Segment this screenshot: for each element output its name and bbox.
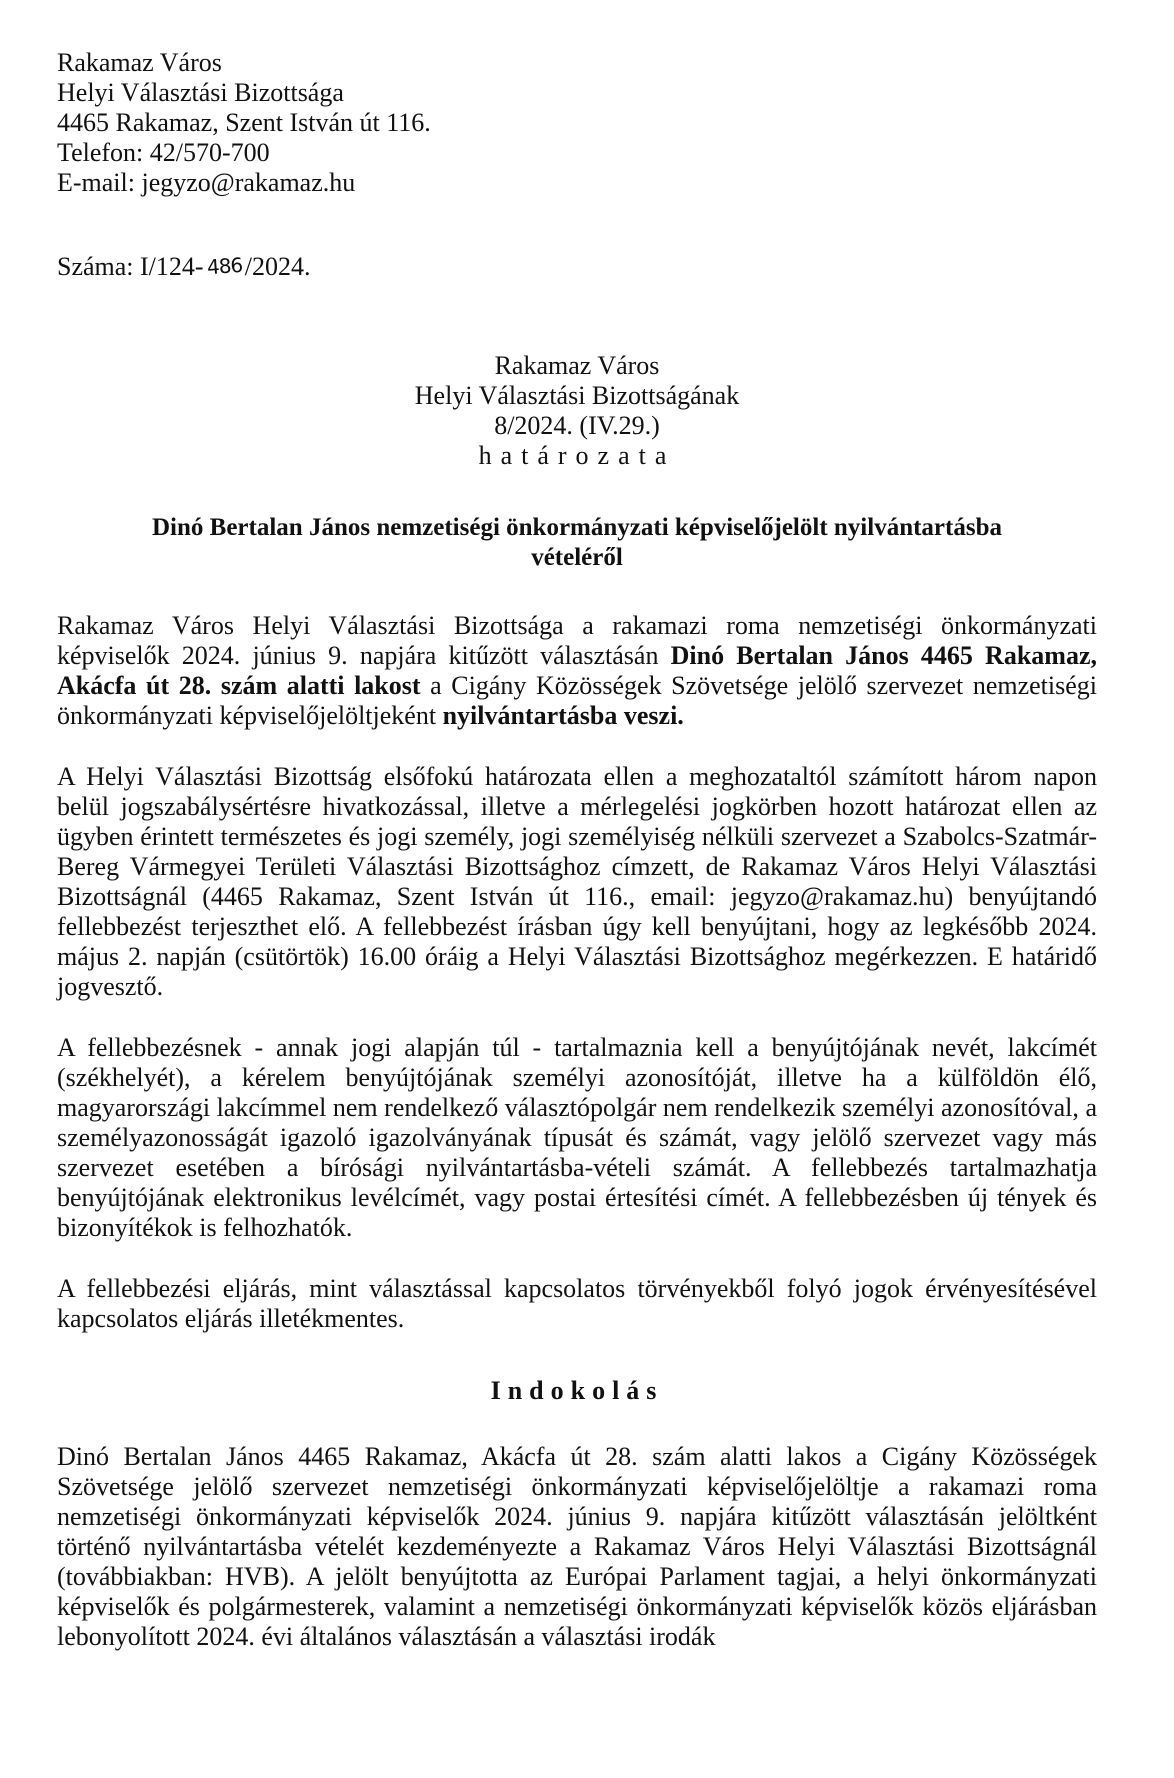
reasoning-paragraph: Dinó Bertalan János 4465 Rakamaz, Akácfa út 28. szám alatti lakos a Cigány Közösségek Szövetsége jelölő szervezet nemzetiségi önkormányzati képviselőjelöltje a rakamazi roma nemzetiségi önkormányzati képviselők 2024. június 9. napjára kitűzött választásán jelöltként történő nyilvántartásba vételét kezdeményezte a Rakamaz Város Helyi Választási Bizottságnál (továbbiakban: HVB). A jelölt benyújtotta az Európai Parlament tagjai, a helyi önkormányzati képviselők és polgármesterek, valamint a nemzetiségi önkormányzati képviselők közös eljárásban lebonyolított 2024. évi általános választásán a választási irodák [57, 1442, 1097, 1651]
issuer-header [57, 48, 1097, 198]
decision-subject [57, 513, 1097, 573]
decision-label: határozata [478, 441, 676, 470]
reference-prefix: Száma: I/124- [57, 252, 204, 281]
issuer-phone: Telefon: 42/570-700 [57, 138, 270, 167]
operative-text-2: a Cigány Közösségek Szövetsége jelölő szervezet nemzetiségi önkormányzati képviselőjelöltjeként [57, 671, 1097, 730]
decision-issuer: Rakamaz Város [494, 351, 660, 380]
reasoning-heading: Indokolás [490, 1376, 664, 1405]
reference-number [57, 252, 1097, 283]
decision-number: 8/2024. (IV.29.) [494, 411, 660, 440]
appeal-paragraph: A Helyi Választási Bizottság elsőfokú határozata ellen a meghozataltól számított három napon belül jogszabálysértésre hivatkozással, illetve a mérlegelési jogkörben hozott határozat ellen az ügyben érintett természetes és jogi személy, jogi személyiség nélküli szervezet a Szabolcs-Szatmár-Bereg Vármegyei Területi Választási Bizottsághoz címzett, de Rakamaz Város Helyi Választási Bizottságnál (4465 Rakamaz, Szent István út 116., email: jegyzo@rakamaz.hu) benyújtandó fellebbezést terjeszthet elő. A fellebbezést írásban úgy kell benyújtani, hogy az legkésőbb 2024. május 2. napján (csütörtök) 16.00 óráig a Helyi Választási Bizottsághoz megérkezzen. E határidő jogvesztő. [57, 762, 1097, 1001]
issuer-committee: Helyi Választási Bizottsága [57, 78, 344, 107]
document-page [57, 48, 1097, 1652]
issuer-address: 4465 Rakamaz, Szent István út 116. [57, 108, 431, 137]
subject-line-1: Dinó Bertalan János nemzetiségi önkormányzati képviselőjelölt nyilvántartásba [152, 514, 1002, 541]
subject-line-2: vételéről [531, 544, 623, 571]
issuer-name: Rakamaz Város [57, 48, 222, 77]
decision-committee: Helyi Választási Bizottságának [414, 381, 740, 410]
reference-suffix: /2024. [244, 252, 311, 281]
operative-paragraph [57, 611, 1097, 731]
reference-handwritten-number: 486 [205, 252, 243, 280]
operative-bold-candidate: Dinó Bertalan János 4465 Rakamaz, Akácfa út 28. szám alatti lakost [57, 641, 1097, 700]
operative-bold-decision: nyilvántartásba veszi. [442, 701, 684, 730]
appeal-content-paragraph: A fellebbezésnek - annak jogi alapján túl - tartalmaznia kell a benyújtójának nevét, lakcímét (székhelyét), a kérelem benyújtójának személyi azonosítóját, illetve ha a külföldön élő, magyarországi lakcímmel nem rendelkező választópolgár nem rendelkezik személyi azonosítóval, a személyazonosságát igazoló igazolványának típusát és számát, vagy jelölő szervezet vagy más szervezet esetében a bírósági nyilvántartásba-vételi számát. A fellebbezés tartalmazhatja benyújtójának elektronikus levélcímét, vagy postai értesítési címét. A fellebbezésben új tények és bizonyítékok is felhozhatók. [57, 1033, 1097, 1242]
decision-heading [57, 351, 1097, 471]
issuer-email: E-mail: jegyzo@rakamaz.hu [57, 168, 356, 197]
operative-text-1: Rakamaz Város Helyi Választási Bizottsága a rakamazi roma nemzetiségi önkormányzati képviselők 2024. június 9. napjára kitűzött választásán [57, 611, 1097, 670]
fee-paragraph: A fellebbezési eljárás, mint választással kapcsolatos törvényekből folyó jogok érvényesítésével kapcsolatos eljárás illetékmentes. [57, 1274, 1097, 1333]
